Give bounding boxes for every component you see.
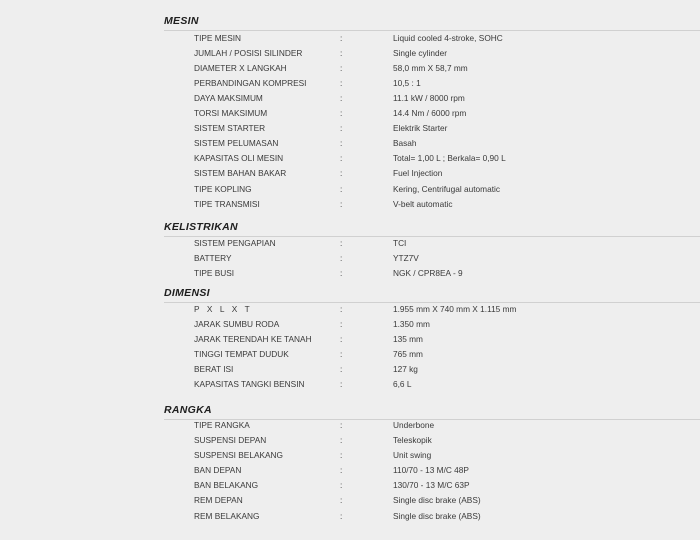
spec-separator: : bbox=[340, 435, 343, 445]
spec-value: Basah bbox=[393, 138, 417, 148]
spec-value: 765 mm bbox=[393, 349, 423, 359]
spec-separator: : bbox=[340, 153, 343, 163]
spec-separator: : bbox=[340, 63, 343, 73]
spec-separator: : bbox=[340, 123, 343, 133]
spec-label: SISTEM STARTER bbox=[194, 123, 266, 133]
spec-separator: : bbox=[340, 184, 343, 194]
spec-value: 10,5 : 1 bbox=[393, 78, 421, 88]
spec-value: Unit swing bbox=[393, 450, 432, 460]
spec-separator: : bbox=[340, 199, 343, 209]
spec-value: NGK / CPR8EA - 9 bbox=[393, 268, 463, 278]
spec-separator: : bbox=[340, 511, 343, 521]
spec-separator: : bbox=[340, 495, 343, 505]
spec-row bbox=[0, 478, 700, 493]
spec-row bbox=[0, 236, 700, 251]
spec-separator: : bbox=[340, 268, 343, 278]
spec-label: KAPASITAS OLI MESIN bbox=[194, 153, 284, 163]
spec-value: 135 mm bbox=[393, 334, 423, 344]
spec-row bbox=[0, 151, 700, 166]
spec-row bbox=[0, 61, 700, 76]
spec-row bbox=[0, 433, 700, 448]
spec-label: SUSPENSI BELAKANG bbox=[194, 450, 283, 460]
spec-label: BAN BELAKANG bbox=[194, 480, 259, 490]
spec-row bbox=[0, 106, 700, 121]
spec-separator: : bbox=[340, 108, 343, 118]
spec-label: TORSI MAKSIMUM bbox=[194, 108, 268, 118]
spec-separator: : bbox=[340, 349, 343, 359]
spec-separator: : bbox=[340, 450, 343, 460]
spec-value: 11.1 kW / 8000 rpm bbox=[393, 93, 465, 103]
spec-row bbox=[0, 251, 700, 266]
spec-separator: : bbox=[340, 420, 343, 430]
spec-value: 14.4 Nm / 6000 rpm bbox=[393, 108, 467, 118]
spec-row bbox=[0, 266, 700, 281]
spec-row bbox=[0, 463, 700, 478]
spec-label: TINGGI TEMPAT DUDUK bbox=[194, 349, 289, 359]
spec-label: JUMLAH / POSISI SILINDER bbox=[194, 48, 303, 58]
spec-row bbox=[0, 317, 700, 332]
spec-label: BAN DEPAN bbox=[194, 465, 242, 475]
spec-value: 6,6 L bbox=[393, 379, 412, 389]
spec-row bbox=[0, 377, 700, 392]
spec-row bbox=[0, 332, 700, 347]
spec-separator: : bbox=[340, 480, 343, 490]
spec-separator: : bbox=[340, 379, 343, 389]
spec-separator: : bbox=[340, 238, 343, 248]
spec-label: BERAT ISI bbox=[194, 364, 234, 374]
spec-value: Liquid cooled 4-stroke, SOHC bbox=[393, 33, 503, 43]
spec-row bbox=[0, 46, 700, 61]
spec-label: JARAK SUMBU RODA bbox=[194, 319, 280, 329]
spec-row bbox=[0, 136, 700, 151]
section-title: MESIN bbox=[164, 15, 199, 27]
spec-label: TIPE TRANSMISI bbox=[194, 199, 260, 209]
spec-separator: : bbox=[340, 319, 343, 329]
spec-value: Single disc brake (ABS) bbox=[393, 511, 481, 521]
spec-value: Underbone bbox=[393, 420, 435, 430]
spec-row bbox=[0, 76, 700, 91]
spec-separator: : bbox=[340, 364, 343, 374]
spec-separator: : bbox=[340, 304, 343, 314]
spec-value: Single cylinder bbox=[393, 48, 447, 58]
spec-separator: : bbox=[340, 334, 343, 344]
spec-row bbox=[0, 197, 700, 212]
spec-row bbox=[0, 509, 700, 524]
section-title: DIMENSI bbox=[164, 287, 210, 299]
spec-separator: : bbox=[340, 253, 343, 263]
spec-separator: : bbox=[340, 465, 343, 475]
spec-row bbox=[0, 418, 700, 433]
spec-row bbox=[0, 121, 700, 136]
spec-separator: : bbox=[340, 168, 343, 178]
spec-value: 130/70 - 13 M/C 63P bbox=[393, 480, 470, 490]
spec-label: SUSPENSI DEPAN bbox=[194, 435, 267, 445]
spec-label: JARAK TERENDAH KE TANAH bbox=[194, 334, 312, 344]
spec-value: 58,0 mm X 58,7 mm bbox=[393, 63, 468, 73]
section-title: KELISTRIKAN bbox=[164, 221, 238, 233]
spec-separator: : bbox=[340, 33, 343, 43]
spec-row bbox=[0, 91, 700, 106]
spec-label: TIPE RANGKA bbox=[194, 420, 250, 430]
spec-label: BATTERY bbox=[194, 253, 232, 263]
section-title: RANGKA bbox=[164, 404, 212, 416]
spec-value: 127 kg bbox=[393, 364, 418, 374]
spec-value: Total= 1,00 L ; Berkala= 0,90 L bbox=[393, 153, 506, 163]
spec-separator: : bbox=[340, 78, 343, 88]
spec-label: TIPE MESIN bbox=[194, 33, 242, 43]
spec-row bbox=[0, 31, 700, 46]
spec-label: REM DEPAN bbox=[194, 495, 243, 505]
spec-value: 1.955 mm X 740 mm X 1.115 mm bbox=[393, 304, 517, 314]
spec-value: 1.350 mm bbox=[393, 319, 430, 329]
spec-value: YTZ7V bbox=[393, 253, 419, 263]
spec-row bbox=[0, 166, 700, 181]
spec-separator: : bbox=[340, 48, 343, 58]
spec-row bbox=[0, 347, 700, 362]
spec-row bbox=[0, 448, 700, 463]
spec-value: V-belt automatic bbox=[393, 199, 453, 209]
spec-label: DAYA MAKSIMUM bbox=[194, 93, 263, 103]
spec-row bbox=[0, 493, 700, 508]
spec-value: Single disc brake (ABS) bbox=[393, 495, 481, 505]
spec-label: DIAMETER X LANGKAH bbox=[194, 63, 287, 73]
spec-label: TIPE KOPLING bbox=[194, 184, 252, 194]
spec-value: TCI bbox=[393, 238, 407, 248]
spec-label: SISTEM BAHAN BAKAR bbox=[194, 168, 287, 178]
spec-row bbox=[0, 182, 700, 197]
spec-label: SISTEM PELUMASAN bbox=[194, 138, 279, 148]
spec-value: 110/70 - 13 M/C 48P bbox=[393, 465, 469, 475]
spec-label: REM BELAKANG bbox=[194, 511, 260, 521]
spec-value: Fuel Injection bbox=[393, 168, 443, 178]
spec-label: P X L X T bbox=[194, 304, 253, 314]
spec-separator: : bbox=[340, 138, 343, 148]
spec-label: KAPASITAS TANGKI BENSIN bbox=[194, 379, 305, 389]
spec-label: PERBANDINGAN KOMPRESI bbox=[194, 78, 307, 88]
spec-value: Teleskopik bbox=[393, 435, 432, 445]
spec-row bbox=[0, 302, 700, 317]
spec-value: Elektrik Starter bbox=[393, 123, 448, 133]
spec-label: SISTEM PENGAPIAN bbox=[194, 238, 276, 248]
spec-label: TIPE BUSI bbox=[194, 268, 235, 278]
spec-separator: : bbox=[340, 93, 343, 103]
spec-value: Kering, Centrifugal automatic bbox=[393, 184, 500, 194]
spec-row bbox=[0, 362, 700, 377]
